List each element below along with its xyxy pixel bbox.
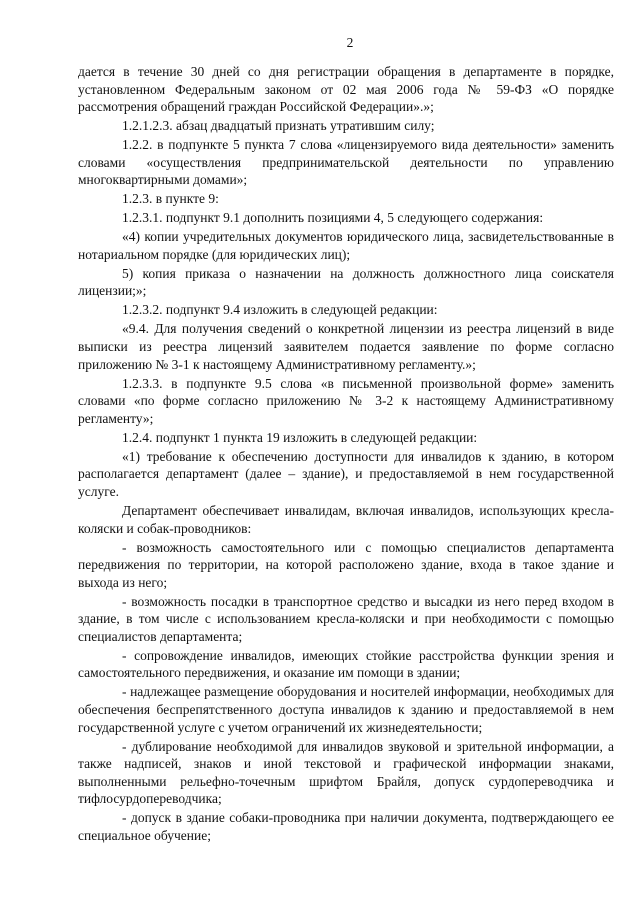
- paragraph: «9.4. Для получения сведений о конкретной лицензии из реестра лицензий в виде выписки из реестра лицензий заявителем подается заявление по форме согласно приложению № 3-1 к настоящему Административному регламенту.»;: [78, 321, 614, 372]
- paragraph: - сопровождение инвалидов, имеющих стойкие расстройства функции зрения и самостоятельного передвижения, и оказание им помощи в здании;: [78, 647, 614, 681]
- paragraph: 1.2.3.1. подпункт 9.1 дополнить позициями 4, 5 следующего содержания:: [122, 210, 544, 226]
- paragraph: 1.2.2. в подпункте 5 пункта 7 слова «лицензируемого вида деятельности» заменить словами «осуществления предпринимательской деятельности по управлению многоквартирными домами»;: [78, 137, 614, 188]
- paragraph: дается в течение 30 дней со дня регистрации обращения в департаменте в порядке, установленном Федеральным законом от 02 мая 2006 года № 59-ФЗ «О порядке рассмотрения обращений граждан Российской Федерации».»;: [78, 64, 614, 115]
- paragraph: 1.2.4. подпункт 1 пункта 19 изложить в следующей редакции:: [122, 429, 478, 445]
- paragraph: «1) требование к обеспечению доступности для инвалидов к зданию, в котором располагается департамент (далее – здание), и предоставляемой в нем государственной услуге.: [78, 448, 614, 499]
- page-number: 2: [346, 35, 354, 50]
- paragraph: «4) копии учредительных документов юридического лица, засвидетельствованные в нотариальном порядке (для юридических лиц);: [78, 229, 614, 262]
- paragraph: - дублирование необходимой для инвалидов звуковой и зрительной информации, а также надписей, знаков и иной текстовой и графической информации знаками, выполненными рельефно-точечным шрифтом Брайля, допуск сурдопереводчика и тифлосурдопереводчика;: [78, 738, 614, 807]
- paragraph: 1.2.3.3. в подпункте 9.5 слова «в письменной произвольной форме» заменить словами «по форме согласно приложению № 3-2 к настоящему Административному регламенту»;: [78, 375, 614, 426]
- paragraph: 1.2.1.2.3. абзац двадцатый признать утратившим силу;: [122, 118, 435, 134]
- document-body: [78, 63, 614, 845]
- paragraph: 1.2.3.2. подпункт 9.4 изложить в следующей редакции:: [122, 302, 438, 318]
- paragraph: 5) копия приказа о назначении на должность должностного лица соискателя лицензии;»;: [78, 265, 614, 299]
- paragraph: - возможность посадки в транспортное средство и высадки из него перед входом в здание, в том числе с использованием кресла-коляски и при необходимости с помощью специалистов департамента;: [78, 593, 614, 644]
- paragraph: - возможность самостоятельного или с помощью специалистов департамента передвижения по территории, на которой расположено здание, входа в такое здание и выхода из него;: [78, 539, 614, 590]
- paragraph: - надлежащее размещение оборудования и носителей информации, необходимых для обеспечения беспрепятственного доступа инвалидов к зданию и предоставляемой в нем государственной услуге с учетом ограничений их жизнедеятельности;: [78, 684, 614, 735]
- paragraph: 1.2.3. в пункте 9:: [122, 191, 219, 207]
- paragraph: Департамент обеспечивает инвалидам, включая инвалидов, использующих кресла-коляски и собак-проводников:: [78, 502, 614, 536]
- paragraph: - допуск в здание собаки-проводника при наличии документа, подтверждающего ее специальное обучение;: [78, 810, 614, 843]
